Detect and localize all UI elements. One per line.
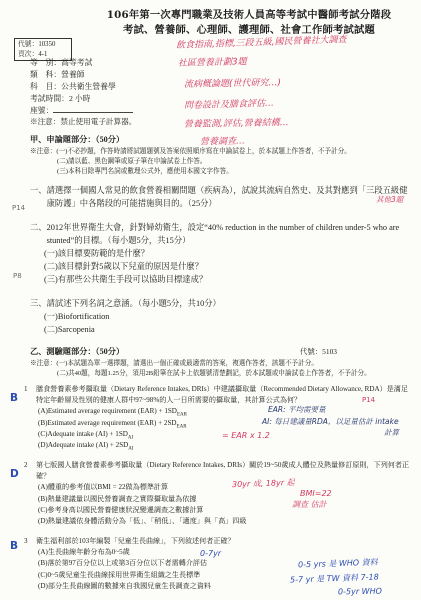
essay-note: (二)請以藍、黑色鋼筆或原子筆在申論試卷上作答。	[57, 158, 207, 165]
page-number: 頁次：4-1	[18, 50, 48, 58]
seat-blank	[53, 105, 133, 113]
title-line-2: 考試、營養師、心理師、護理師、社會工作師考試試題	[123, 24, 375, 36]
handwritten-q2-note: BMI=22	[300, 489, 332, 498]
question-number: 二、	[30, 223, 47, 232]
mcq-note: ※注意：(一)本試題為單一選擇題，請選出一個正確或最適當的答案，複選作答者，該題不予計分。	[30, 360, 318, 367]
mcq-code: 代號：5103	[300, 347, 337, 356]
option-b: (B)熱量建議量以國民營養調查之實際攝取量為依據	[38, 494, 197, 503]
essay-question-3	[30, 297, 410, 336]
option-a: (A)體重的參考值以BMI = 22做為標準計算	[38, 483, 169, 492]
option-a	[36, 406, 412, 417]
exam-category: 類 科：營養師	[30, 70, 85, 79]
question-number: 三、	[30, 299, 47, 308]
option-subscript: AI	[128, 446, 134, 452]
essay-note: (三)本科目除專門名詞或數理公式外，應使用本國文字作答。	[57, 168, 233, 175]
exam-duration: 考試時間：2 小時	[30, 94, 91, 103]
sub-question: (二)Sarcopenia	[44, 325, 95, 334]
handwritten-q3-note: 5-7 yr 是 TW 資料 7-18	[289, 572, 379, 585]
handwritten-answer: D	[10, 468, 19, 480]
handwritten-topic-note: 營養調查…	[199, 136, 246, 148]
handwritten-topic-note: 流病概論題(世代研究…)	[183, 78, 282, 90]
option-text: (D)Adequate intake (AI) + 2SD	[38, 441, 129, 450]
handwritten-topic-note: 問卷設計及膳食評估…	[183, 98, 275, 112]
exam-level: 等 別：高等考試	[30, 58, 93, 67]
essay-note: ※注意：(一)不必抄題，作答時請將試題題號及答案依照順序寫在申論試卷上，於本試題上作答者，不予計分。	[30, 148, 351, 155]
mcq-notes	[30, 359, 410, 379]
exam-subject: 科 目：公共衛生營養學	[30, 82, 116, 91]
question-number: 一、	[30, 186, 47, 195]
handwritten-q3-note: 0-5yr WHO	[337, 586, 382, 597]
handwritten-answer: B	[10, 392, 19, 404]
seat-number	[30, 105, 133, 117]
sub-question: (二)該目標針對5歲以下兒童的原因是什麼？	[44, 262, 204, 271]
title-line-1: 106年第一次專門職業及技術人員高等考試中醫師考試分階段	[106, 9, 392, 21]
handwritten-q2-note: 30yr 成, 18yr 起	[231, 477, 295, 490]
handwritten-q3-note: 0-7yr	[200, 549, 222, 558]
essay-question-2	[30, 221, 410, 286]
exam-code: 代號：10350	[18, 41, 56, 48]
mcq-question-2	[24, 460, 412, 527]
question-stem: 衛生福利部於103年編製「兒童生長曲線」，下列敘述何者正確？	[36, 537, 235, 545]
option-c: (C)參考身高以國民營養健康狀況變遷調查之數據計算	[38, 505, 204, 514]
mcq-note: (二)共40題，每題1.25分，須用2B鉛筆在試卡上依題號清楚劃記，於本試題或申論試卷上作答者，不予計分。	[57, 370, 371, 377]
option-subscript: AI	[127, 435, 134, 441]
handwritten-q1-note: 計算	[384, 428, 399, 437]
handwritten-topic-note: 社區營養計劃3題	[177, 57, 247, 69]
handwritten-topic-note: 營養監測,評估,營養結構…	[183, 118, 289, 130]
question-number: 3	[24, 537, 28, 545]
option-d: (D)熱量建議依身體活動分為「低」、「稍低」、「適度」與「高」四級	[38, 517, 247, 526]
question-number: 1	[24, 385, 28, 393]
question-row	[30, 184, 410, 210]
option-text: (B)Estimated average requirement (EAR) + 2SD	[38, 418, 177, 427]
option-c: (C)0~5歲兒童生長曲線採用世界衛生組織之生長標準	[38, 570, 201, 579]
handwritten-page-ref: P8	[13, 272, 22, 280]
question-number: 2	[24, 461, 28, 469]
handwritten-answer: B	[10, 540, 19, 552]
sub-question: (三)有那些公共衛生手段可以協助目標達成？	[44, 275, 208, 284]
question-stem: 第七版國人膳食營養素參考攝取量（Dietary Reference Intakes, DRIs）關於19~50歲成人體位及熱量修訂原則，下列何者正確？	[36, 461, 410, 481]
question-text: 請試述下列名詞之意涵。（每小題5分，共10分）	[46, 299, 221, 308]
option-d	[36, 440, 412, 451]
handwritten-other-count: 其他3題	[376, 195, 404, 204]
option-subscript: EAR	[176, 424, 187, 430]
handwritten-q2-note: 調查 估計	[292, 500, 327, 509]
essay-heading: 甲、申論題部分：（50分）	[30, 135, 125, 144]
handwritten-q1-note: = EAR x 1.2	[222, 431, 270, 440]
question-text: 請選擇一個國人常見的飲食營養相關問題（疾病為），試說其流病自然史、及其對應到「三段五級健康防護」中各階段的可能措施與目的。（25分）	[46, 186, 408, 208]
handwritten-q1-note: AI: 每日建議量RDA，以足量估計 intake	[262, 417, 399, 426]
handwritten-q3-note: 0-5 yrs 是 WHO 資料	[297, 557, 378, 570]
essay-question-1	[30, 184, 410, 210]
mcq-heading: 乙、測驗題部分：（50分）	[30, 347, 125, 356]
question-stem: 膳食營養素參考攝取量（Dietary Reference Intakes, DRIs）中建議攝取量（Recommended Dietary Allowance, RDA）是滿足特定年齡層及性別的健康人群中97~98%的人一日所需要的攝取量，其計算公式為何？	[36, 385, 408, 405]
question-row	[30, 297, 410, 310]
question-text: 2012年世界衛生大會，針對婦幼衛生，設定“40% reduction in the number of children under-5 who are stunted”的目標。（每小題5分，共15分）	[46, 223, 400, 245]
option-text: (C)Adequate intake (AI) + 1SD	[38, 429, 128, 438]
option-d: (D)部分生長曲線圖的數據來自我國兒童生長調查之資料	[38, 581, 212, 590]
exam-meta	[30, 57, 133, 117]
sub-question: (一)該目標要防範的是什麼？	[44, 249, 150, 258]
option-text: (A)Estimated average requirement (EAR) + 1SD	[38, 407, 177, 416]
exam-title	[88, 8, 410, 38]
handwritten-page-ref: P14	[362, 396, 376, 404]
question-body	[36, 460, 412, 527]
option-subscript: EAR	[176, 412, 187, 418]
calculator-note: ※注意：禁止使用電子計算器。	[30, 117, 137, 126]
question-row	[30, 221, 410, 247]
option-a: (A)生長曲線年齡分布為0~5歲	[38, 548, 130, 557]
sub-question: (一)Biofortification	[44, 312, 110, 321]
handwritten-page-ref: P14	[12, 204, 26, 212]
handwritten-q1-note: EAR: 平均需要量	[268, 405, 326, 414]
seat-label: 座號：	[30, 106, 54, 115]
option-b: (B)落於第97百分位以上或第3百分位以下者需轉介評估	[38, 559, 208, 568]
essay-notes	[30, 147, 410, 177]
handwritten-topic-note: 飲食指南,指標,三段五級,國民營養社大調查	[175, 35, 347, 51]
